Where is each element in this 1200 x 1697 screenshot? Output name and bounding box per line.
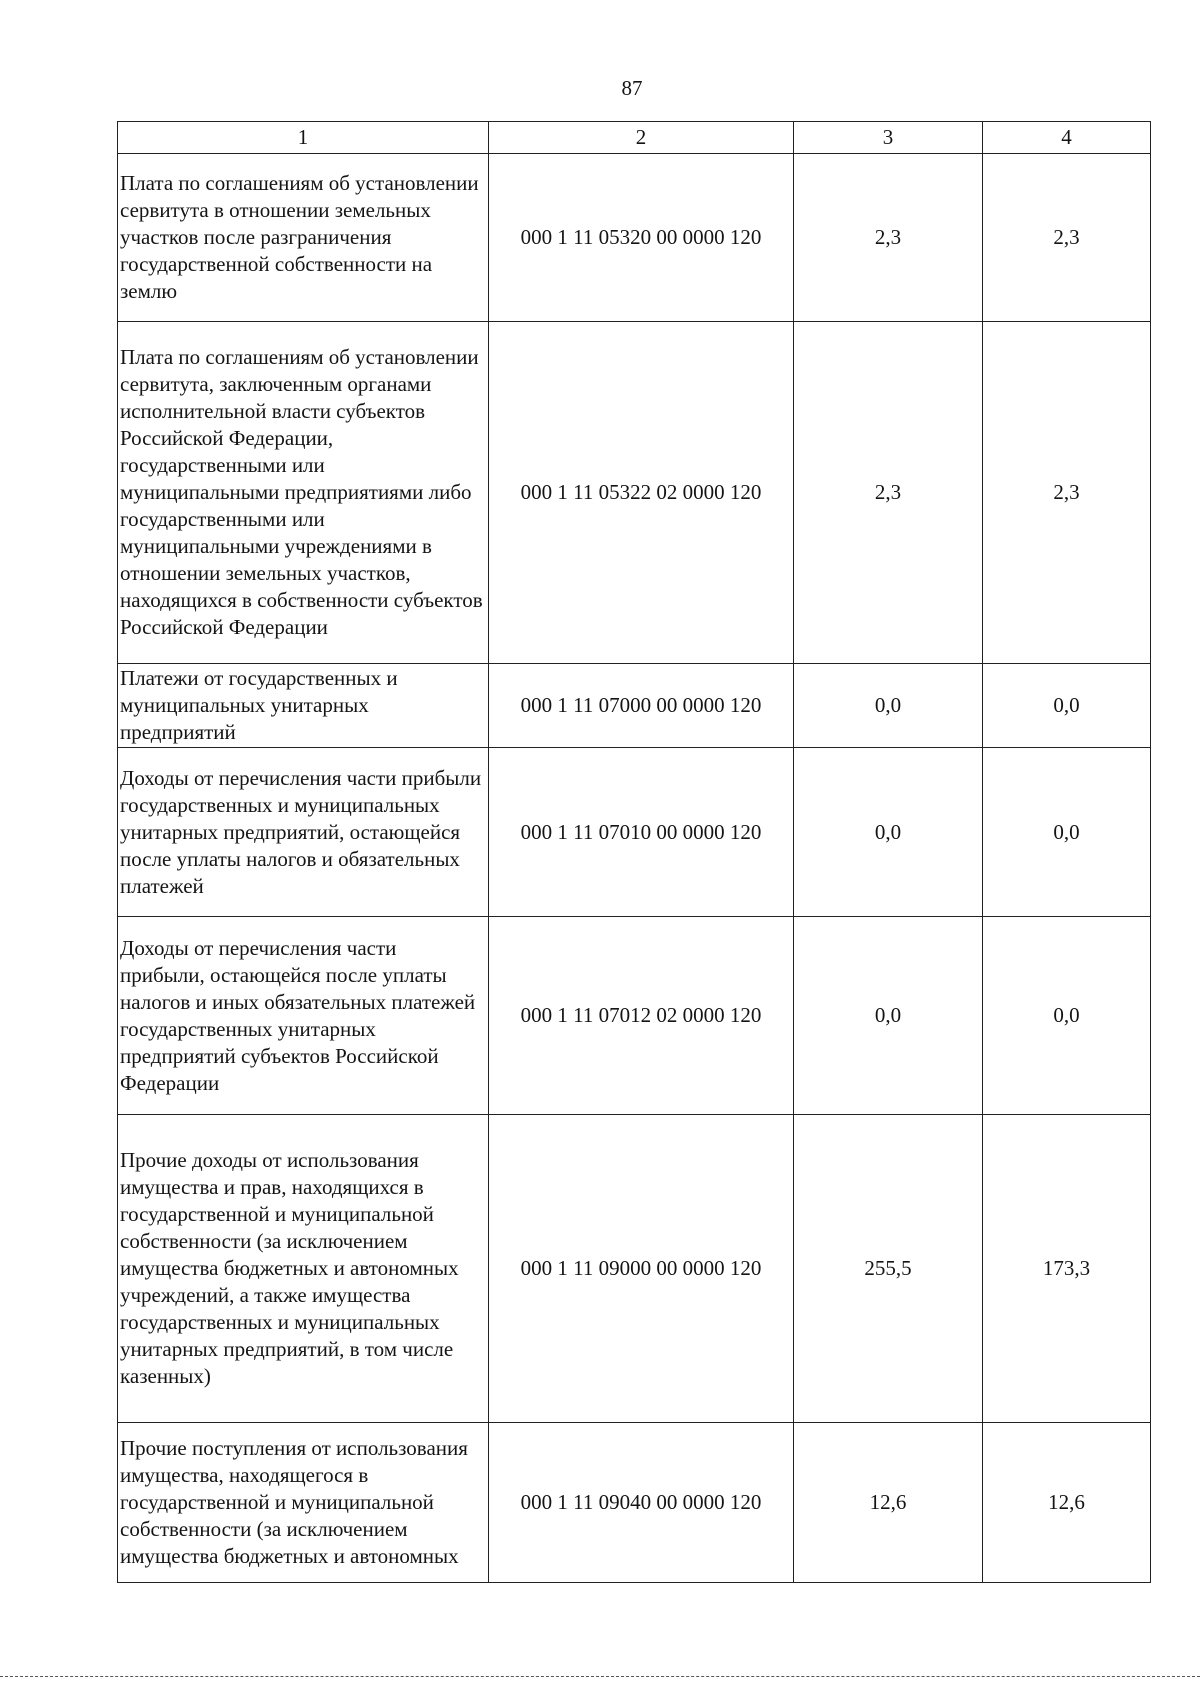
value-col3-cell: 0,0: [794, 917, 983, 1115]
value-col4-cell: 2,3: [983, 154, 1151, 322]
budget-code-cell: 000 1 11 07010 00 0000 120: [489, 748, 794, 917]
revenue-table: [117, 121, 1151, 1583]
table-row: [118, 748, 1151, 917]
value-col3-cell: 2,3: [794, 322, 983, 664]
value-col3-cell: 0,0: [794, 748, 983, 917]
value-col4-cell: 173,3: [983, 1115, 1151, 1423]
value-col3-cell: 0,0: [794, 664, 983, 748]
table-header-row: [118, 122, 1151, 154]
value-col3-cell: 12,6: [794, 1423, 983, 1583]
budget-code-cell: 000 1 11 07012 02 0000 120: [489, 917, 794, 1115]
page-bottom-rule: [0, 1676, 1200, 1677]
table-row: [118, 917, 1151, 1115]
value-col4-cell: 0,0: [983, 664, 1151, 748]
value-col3-cell: 255,5: [794, 1115, 983, 1423]
value-col4-cell: 0,0: [983, 748, 1151, 917]
value-col4-cell: 0,0: [983, 917, 1151, 1115]
budget-code-cell: 000 1 11 09040 00 0000 120: [489, 1423, 794, 1583]
value-col3-cell: 2,3: [794, 154, 983, 322]
revenue-name-cell: Плата по соглашениям об установлении сервитута в отношении земельных участков после разграничения государственной собственности на землю: [118, 154, 489, 322]
budget-code-cell: 000 1 11 05322 02 0000 120: [489, 322, 794, 664]
column-header-4: 4: [983, 122, 1151, 154]
table-row: [118, 154, 1151, 322]
revenue-name-cell: Прочие поступления от использования имущества, находящегося в государственной и муниципальной собственности (за исключением имущества бюджетных и автономных: [118, 1423, 489, 1583]
column-header-1: 1: [118, 122, 489, 154]
budget-code-cell: 000 1 11 09000 00 0000 120: [489, 1115, 794, 1423]
page-number: 87: [621, 76, 643, 100]
revenue-name-cell: Прочие доходы от использования имущества и прав, находящихся в государственной и муниципальной собственности (за исключением имущества бюджетных и автономных учреждений, а также имущества государственных и муниципальных унитарных предприятий, в том числе казенных): [118, 1115, 489, 1423]
value-col4-cell: 12,6: [983, 1423, 1151, 1583]
value-col4-cell: 2,3: [983, 322, 1151, 664]
table-row: [118, 664, 1151, 748]
revenue-name-cell: Доходы от перечисления части прибыли, остающейся после уплаты налогов и иных обязательных платежей государственных унитарных предприятий субъектов Российской Федерации: [118, 917, 489, 1115]
column-header-2: 2: [489, 122, 794, 154]
budget-code-cell: 000 1 11 05320 00 0000 120: [489, 154, 794, 322]
column-header-3: 3: [794, 122, 983, 154]
revenue-name-cell: Плата по соглашениям об установлении сервитута, заключенным органами исполнительной власти субъектов Российской Федерации, государственными или муниципальными предприятиями либо государственными или муниципальными учреждениями в отношении земельных участков, находящихся в собственности субъектов Российской Федерации: [118, 322, 489, 664]
budget-code-cell: 000 1 11 07000 00 0000 120: [489, 664, 794, 748]
table-row: [118, 1423, 1151, 1583]
table-row: [118, 1115, 1151, 1423]
revenue-name-cell: Доходы от перечисления части прибыли государственных и муниципальных унитарных предприятий, остающейся после уплаты налогов и обязательных платежей: [118, 748, 489, 917]
table-row: [118, 322, 1151, 664]
revenue-name-cell: Платежи от государственных и муниципальных унитарных предприятий: [118, 664, 489, 748]
